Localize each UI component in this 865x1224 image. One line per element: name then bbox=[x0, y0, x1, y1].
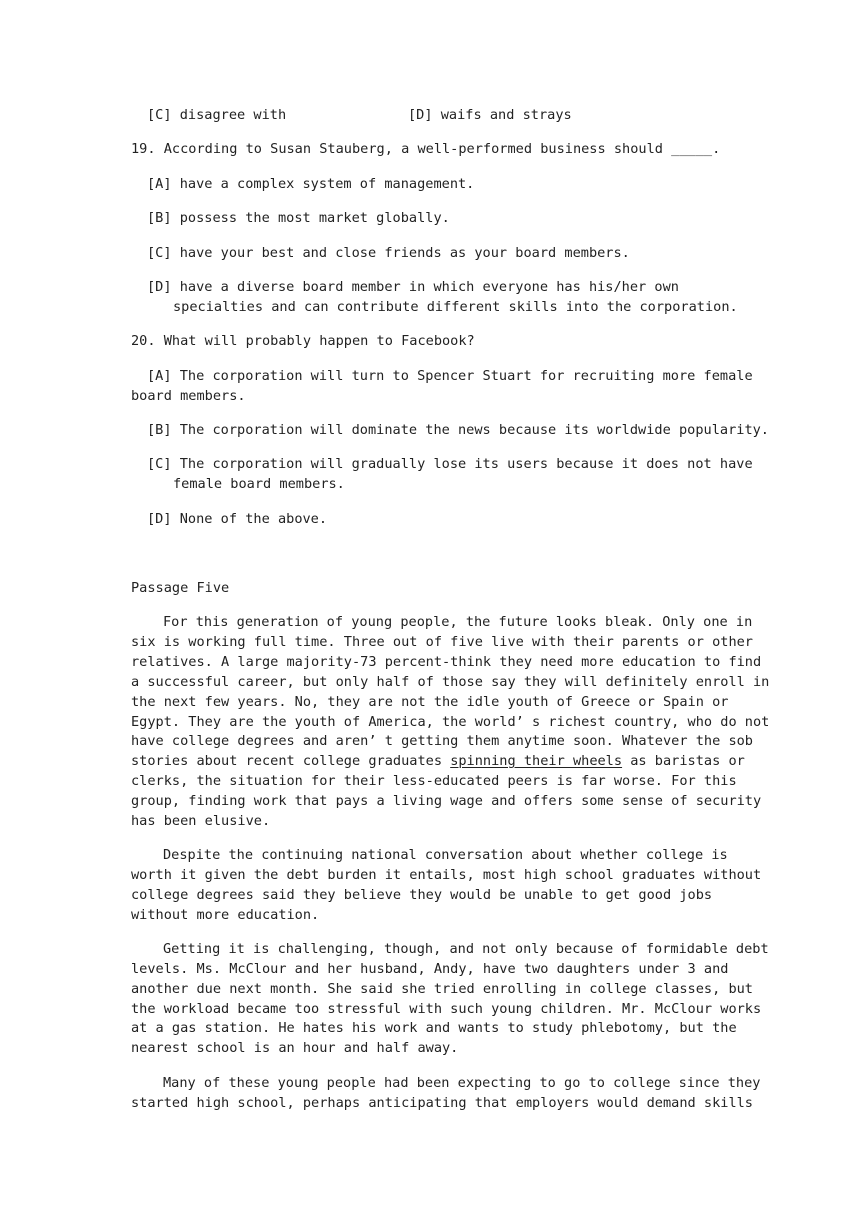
q18-option-d: [D] waifs and strays bbox=[408, 107, 572, 123]
p2-line: without more education. bbox=[131, 907, 320, 923]
p1-line: relatives. A large majority-73 percent-think they need more education to find bbox=[131, 654, 762, 670]
p2-line: worth it given the debt burden it entails, most high school graduates without bbox=[131, 867, 762, 883]
q19-option-b: [B] possess the most market globally. bbox=[147, 210, 450, 226]
q19-option-d-line2: specialties and can contribute different skills into the corporation. bbox=[173, 299, 738, 315]
q20-option-a-line2: board members. bbox=[131, 388, 246, 404]
p3-line: levels. Ms. McClour and her husband, Andy, have two daughters under 3 and bbox=[131, 961, 729, 977]
p1-line: a successful career, but only half of those say they will definitely enroll in bbox=[131, 674, 770, 690]
p1-line: clerks, the situation for their less-educated peers is far worse. For this bbox=[131, 773, 737, 789]
p1-text: stories about recent college graduates bbox=[131, 753, 451, 769]
underlined-phrase: spinning their wheels bbox=[450, 753, 623, 769]
q19-option-a: [A] have a complex system of management. bbox=[147, 176, 475, 192]
q19-option-d-line1: [D] have a diverse board member in which everyone has his/her own bbox=[147, 279, 679, 295]
q20-option-c-line2: female board members. bbox=[173, 476, 345, 492]
p4-line: started high school, perhaps anticipating that employers would demand skills bbox=[131, 1095, 753, 1111]
p1-line-underlined bbox=[131, 751, 745, 771]
p1-line: Egypt. They are the youth of America, the world’ s richest country, who do not bbox=[131, 714, 770, 730]
q20-option-d: [D] None of the above. bbox=[147, 511, 328, 527]
p1-line: have college degrees and aren’ t getting them anytime soon. Whatever the sob bbox=[131, 733, 753, 749]
q20-option-a-line1: [A] The corporation will turn to Spencer Stuart for recruiting more female bbox=[147, 368, 753, 384]
q19-option-c: [C] have your best and close friends as your board members. bbox=[147, 245, 630, 261]
p1-text: as baristas or bbox=[622, 753, 745, 769]
passage-title: Passage Five bbox=[131, 580, 230, 596]
p1-line: For this generation of young people, the future looks bleak. Only one in bbox=[163, 614, 753, 630]
p3-line: Getting it is challenging, though, and not only because of formidable debt bbox=[163, 941, 769, 957]
p3-line: another due next month. She said she tried enrolling in college classes, but bbox=[131, 981, 753, 997]
p1-line: has been elusive. bbox=[131, 813, 271, 829]
p2-line: college degrees said they believe they would be unable to get good jobs bbox=[131, 887, 713, 903]
q20-option-b: [B] The corporation will dominate the news because its worldwide popularity. bbox=[147, 422, 769, 438]
q19-stem: 19. According to Susan Stauberg, a well-performed business should _____. bbox=[131, 141, 721, 157]
p1-line: the next few years. No, they are not the idle youth of Greece or Spain or bbox=[131, 694, 729, 710]
p1-line: group, finding work that pays a living wage and offers some sense of security bbox=[131, 793, 762, 809]
p1-line: six is working full time. Three out of five live with their parents or other bbox=[131, 634, 753, 650]
p3-line: nearest school is an hour and half away. bbox=[131, 1040, 459, 1056]
p2-line: Despite the continuing national conversation about whether college is bbox=[163, 847, 728, 863]
q18-option-c: [C] disagree with bbox=[147, 107, 287, 123]
q20-option-c-line1: [C] The corporation will gradually lose its users because it does not have bbox=[147, 456, 753, 472]
p4-line: Many of these young people had been expecting to go to college since they bbox=[163, 1075, 761, 1091]
q20-stem: 20. What will probably happen to Facebook? bbox=[131, 333, 475, 349]
p3-line: the workload became too stressful with such young children. Mr. McClour works bbox=[131, 1001, 762, 1017]
p3-line: at a gas station. He hates his work and wants to study phlebotomy, but the bbox=[131, 1020, 737, 1036]
